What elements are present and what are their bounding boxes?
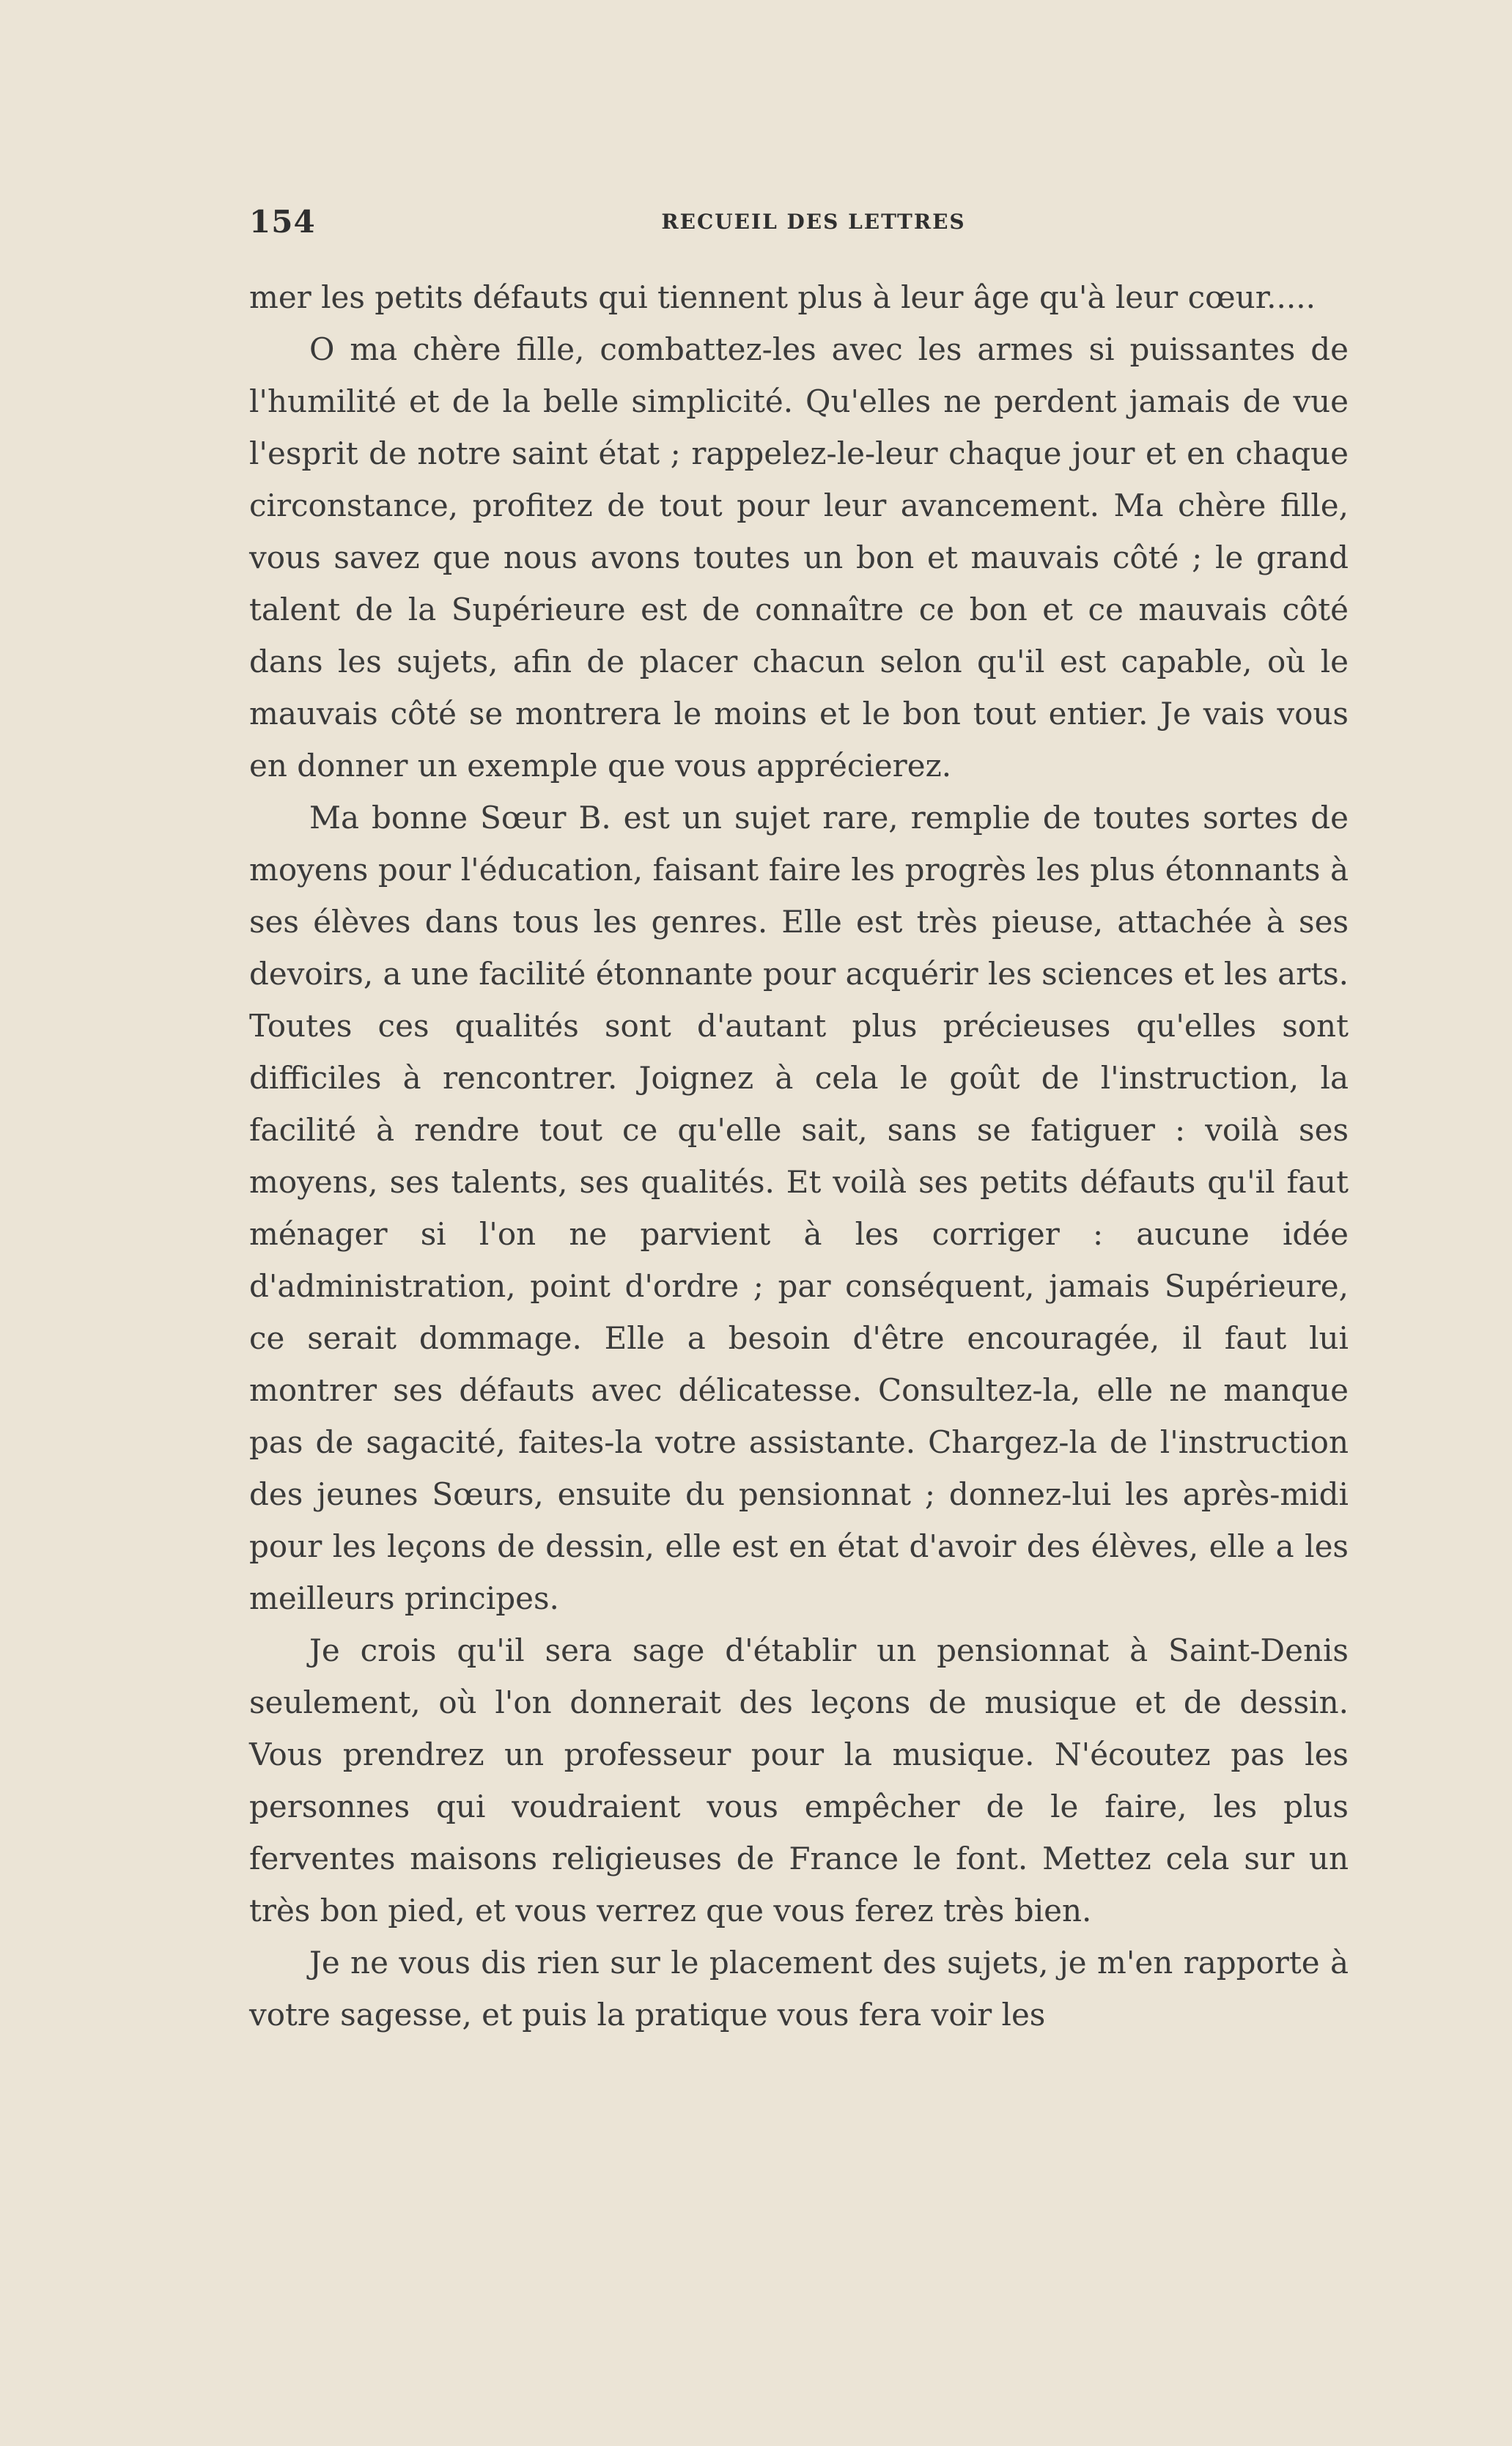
page-header <box>249 204 1349 240</box>
paragraph: mer les petits défauts qui tiennent plus à leur âge qu'à leur cœur..... <box>249 279 1316 315</box>
paragraph: O ma chère fille, combattez-les avec les armes si puissantes de l'humilité et de la belle simplicité. Qu'elles ne perdent jamais de vue l'esprit de notre saint état ; rappelez-le-leur chaque jour et en chaque circonstance, profitez de tout pour leur avancement. Ma chère fille, vous savez que nous avons toutes un bon et mauvais côté ; le grand talent de la Supérieure est de connaître ce bon et ce mauvais côté dans les sujets, afin de placer chacun selon qu'il est capable, où le mauvais côté se montrera le moins et le bon tout entier. Je vais vous en donner un exemple que vous apprécierez. <box>249 331 1349 784</box>
page-number: 154 <box>249 204 316 240</box>
paragraph: Je crois qu'il sera sage d'établir un pensionnat à Saint-Denis seulement, où l'on donnerait des leçons de musique et de dessin. Vous prendrez un professeur pour la musique. N'écoutez pas les personnes qui voudraient vous empêcher de le faire, les plus ferventes maisons religieuses de France le font. Mettez cela sur un très bon pied, et vous verrez que vous ferez très bien. <box>249 1632 1349 1929</box>
paragraph: Ma bonne Sœur B. est un sujet rare, remplie de toutes sortes de moyens pour l'éducation, faisant faire les progrès les plus étonnants à ses élèves dans tous les genres. Elle est très pieuse, attachée à ses devoirs, a une facilité étonnante pour acquérir les sciences et les arts. Toutes ces qualités sont d'autant plus précieuses qu'elles sont difficiles à rencontrer. Joignez à cela le goût de l'instruction, la facilité à rendre tout ce qu'elle sait, sans se fatiguer : voilà ses moyens, ses talents, ses qualités. Et voilà ses petits défauts qu'il faut ménager si l'on ne parvient à les corriger : aucune idée d'administration, point d'ordre ; par conséquent, jamais Supérieure, ce serait dommage. Elle a besoin d'être encouragée, il faut lui montrer ses défauts avec délicatesse. Consultez-la, elle ne manque pas de sagacité, faites-la votre assistante. Chargez-la de l'instruction des jeunes Sœurs, ensuite du pensionnat ; donnez-lui les après-midi pour les leçons de dessin, elle est en état d'avoir des élèves, elle a les meilleurs principes. <box>249 800 1349 1616</box>
running-title: RECUEIL DES LETTRES <box>661 210 966 234</box>
paragraph: Je ne vous dis rien sur le placement des sujets, je m'en rapporte à votre sagesse, et puis la pratique vous fera voir les <box>249 1945 1349 2033</box>
body-text <box>249 271 1349 2041</box>
